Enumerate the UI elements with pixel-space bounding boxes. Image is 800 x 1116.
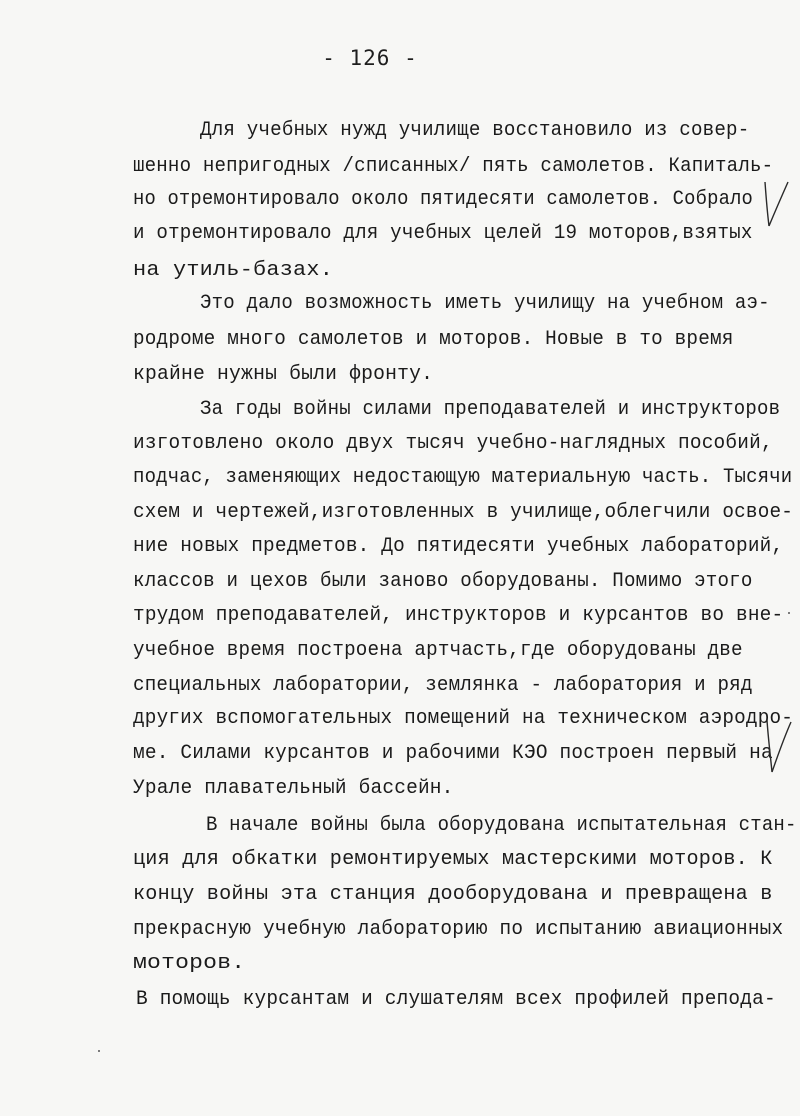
text-line: ме. Силами курсантов и рабочими КЭО построен первый на bbox=[133, 742, 773, 765]
text-line: изготовлено около двух тысяч учебно-наглядных пособий, bbox=[133, 432, 773, 455]
text-line: подчас, заменяющих недостающую материальную часть. Тысячи bbox=[133, 466, 793, 489]
text-line: Для учебных нужд училище восстановило из совер- bbox=[200, 119, 750, 142]
text-line: учебное время построена артчасть,где оборудованы две bbox=[133, 639, 743, 662]
text-line: на утиль-базах. bbox=[133, 259, 334, 282]
text-line: Это дало возможность иметь училищу на учебном аэ- bbox=[200, 292, 770, 315]
margin-check-mark-upper bbox=[762, 178, 792, 236]
text-line: Урале плавательный бассейн. bbox=[133, 777, 454, 800]
text-line: трудом преподавателей, инструкторов и курсантов во вне- bbox=[133, 604, 784, 627]
text-line: ция для обкатки ремонтируемых мастерскими моторов. К bbox=[133, 848, 773, 871]
text-line: схем и чертежей,изготовленных в училище,облегчили освое- bbox=[133, 501, 794, 524]
text-line: В начале войны была оборудована испытательная стан- bbox=[206, 814, 797, 837]
text-line: других вспомогательных помещений на техническом аэродро- bbox=[133, 707, 794, 730]
scan-speck bbox=[788, 612, 790, 614]
scan-speck bbox=[98, 1050, 100, 1052]
text-line: но отремонтировало около пятидесяти самолетов. Собрало bbox=[133, 188, 754, 211]
text-line: классов и цехов были заново оборудованы. Помимо этого bbox=[133, 570, 753, 593]
text-line: специальных лаборатории, землянка - лаборатория и ряд bbox=[133, 674, 753, 697]
text-line: крайне нужны были фронту. bbox=[133, 363, 434, 386]
text-line: родроме много самолетов и моторов. Новые в то время bbox=[133, 328, 734, 351]
text-line: За годы войны силами преподавателей и инструкторов bbox=[200, 398, 781, 421]
page-number: - 126 - bbox=[322, 46, 418, 70]
text-line: моторов. bbox=[133, 952, 246, 975]
text-line: и отремонтировало для учебных целей 19 моторов,взятых bbox=[133, 222, 753, 245]
text-line: концу войны эта станция дооборудована и превращена в bbox=[133, 883, 773, 906]
text-line: шенно непригодных /списанных/ пять самолетов. Капиталь- bbox=[133, 155, 774, 178]
text-line: прекрасную учебную лабораторию по испытанию авиационных bbox=[133, 918, 784, 941]
text-line: ние новых предметов. До пятидесяти учебных лабораторий, bbox=[133, 535, 784, 558]
text-line: В помощь курсантам и слушателям всех профилей препода- bbox=[136, 988, 776, 1011]
